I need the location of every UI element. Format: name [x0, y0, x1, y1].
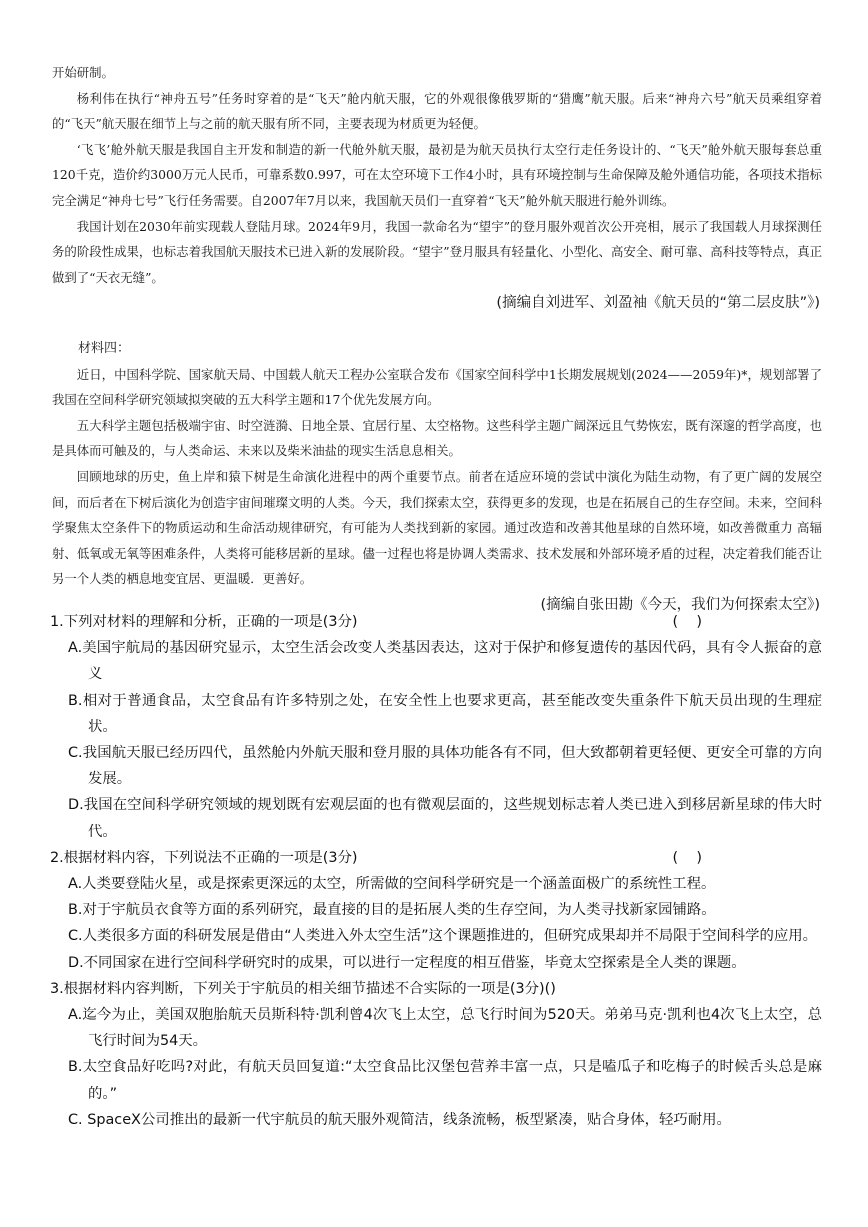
question-1	[50, 609, 822, 845]
question-2	[50, 845, 822, 976]
material-label: 材料四：	[78, 341, 131, 356]
question-3	[50, 976, 822, 1133]
option-a: A.人类要登陆火星，或是探索更深远的太空，所需做的空间科学研究是一个涵盖面极广的系统性工程。	[68, 876, 716, 893]
option-b: B.太空食品好吃吗?对此，有航天员回复道:“太空食品比汉堡包营养丰富一点，只是嗑瓜子和吃梅子的时候舌头总是麻的。”	[68, 1059, 822, 1102]
option-b: B.相对于普通食品，太空食品有许多特别之处，在安全性上也要求更高，甚至能改变失重条件下航天员出现的生理症状。	[68, 692, 822, 735]
option-c: C. SpaceX公司推出的最新一代宇航员的航天服外观简洁，线条流畅，板型紧凑，贴合身体，轻巧耐用。	[68, 1111, 731, 1128]
question-stem: 2.根据材料内容，下列说法不正确的一项是(3分)	[50, 849, 358, 866]
source-citation: (摘编自刘进军、刘盈袖《航天员的“第二层皮肤”》)	[496, 295, 820, 312]
option-c: C.我国航天服已经历四代，虽然舱内外航天服和登月服的具体功能各有不同，但大致都朝着更轻便、更安全可靠的方向发展。	[68, 745, 822, 788]
option-c: C.人类很多方面的科研发展是借由“人类进入外太空生活”这个课题推进的，但研究成果却并不局限于空间科学的应用。	[68, 928, 818, 945]
question-stem: 3.根据材料内容判断，下列关于宇航员的相关细节描述不合实际的一项是(3分)()	[50, 980, 556, 997]
option-a: A.美国宇航局的基因研究显示，太空生活会改变人类基因表达，这对于保护和修复遗传的基因代码，具有令人振奋的意义	[68, 640, 822, 683]
paragraph: 回顾地球的历史，鱼上岸和猿下树是生命演化进程中的两个重要节点。前者在适应环境的尝试中演化为陆生动物，有了更广阔的发展空间，而后者在下树后演化为创造宇宙间璀璨文明的人类。今天，我们探索太空，获得更多的发现，也是在拓展自己的生存空间。未来，空间科学聚焦太空条件下的物质运动和生命活动规律研究，有可能为人类找到新的家园。通过改造和改善其他星球的自然环境，如改善微重力 高辐射、低氧或无氧等困难条件，人类将可能移居新的星球。儘一过程也将是协调人类需求、技术发展和外部环境矛盾的过程，决定着我们能否让另一个人类的栖息地变宜居、更温暖．更善好。	[52, 468, 822, 587]
option-d: D.我国在空间科学研究领域的规划既有宏观层面的也有微观层面的，这些规划标志着人类已进入到移居新星球的伟大时代。	[68, 797, 822, 840]
paragraph: 五大科学主题包括极端宇宙、时空涟漪、日地全景、宜居行星、太空格物。这些科学主题广阔深远且气势恢宏，既有深邃的哲学高度，也是具体而可触及的，与人类命运、未来以及柴米油盐的现实生活息息相关。	[52, 417, 822, 459]
questions	[50, 609, 822, 1133]
option-d: D.不同国家在进行空间科学研究时的成果，可以进行一定程度的相互借鉴，毕竟太空探索是全人类的课题。	[68, 954, 746, 971]
paragraph: ‘飞飞’舱外航天服是我国自主开发和制造的新一代舱外航天服，最初是为航天员执行太空行走任务设计的、“飞天”舱外航天服每套总重120千克，造价约3000万元人民币，可靠系数0.997，可在太空环境下工作4小时，具有环境控制与生命保障及舱外通信功能，各项技术指标完全满足“神舟七号”飞行任务需要。自2007年7月以来，我国航天员们一直穿着“飞天”舱外航天服进行舱外训练。	[52, 141, 822, 208]
paragraph: 近日，中国科学院、国家航天局、中国载人航天工程办公室联合发布《国家空间科学中1长期发展规划(2024——2059年)*，规划部署了我国在空间科学研究领域拟突破的五大科学主题和17个优先发展方向。	[52, 366, 822, 408]
paragraph: 我国计划在2030年前实现载人登陆月球。2024年9月，我国一款命名为“望宇”的登月服外观首次公开亮相，展示了我国载人月球探测任务的阶段性成果，也标志着我国航天服技术已进入新的发展阶段。“望宇”登月服具有轻量化、小型化、高安全、耐可靠、高科技等特点，真正做到了“天衣无缝”。	[52, 218, 822, 285]
paragraph: 开始研制。	[52, 65, 114, 80]
material-three	[52, 60, 822, 316]
answer-blank: ( )	[672, 614, 702, 630]
option-b: B.对于宇航员衣食等方面的系列研究，最直接的目的是拓展人类的生存空间，为人类寻找新家园铺路。	[68, 902, 716, 919]
question-stem: 1.下列对材料的理解和分析，正确的一项是(3分)	[50, 614, 358, 630]
paragraph: 杨利伟在执行“神舟五号”任务时穿着的是“飞天”舱内航天服，它的外观很像俄罗斯的“猎鹰”航天服。后来“神舟六号”航天员乘组穿着的“飞天”航天服在细节上与之前的航天服有所不同，主要表现为材质更为轻便。	[52, 90, 822, 132]
answer-blank: ( )	[672, 849, 702, 866]
option-a: A.迄今为止，美国双胞胎航天员斯科特·凯利曾4次飞上太空，总飞行时间为520天。弟弟马克·凯利也4次飞上太空，总飞行时间为54天。	[68, 1007, 822, 1050]
source-citation: (摘编自张田勘《今天，我们为何探索太空》)	[540, 596, 820, 613]
material-four	[52, 336, 822, 618]
